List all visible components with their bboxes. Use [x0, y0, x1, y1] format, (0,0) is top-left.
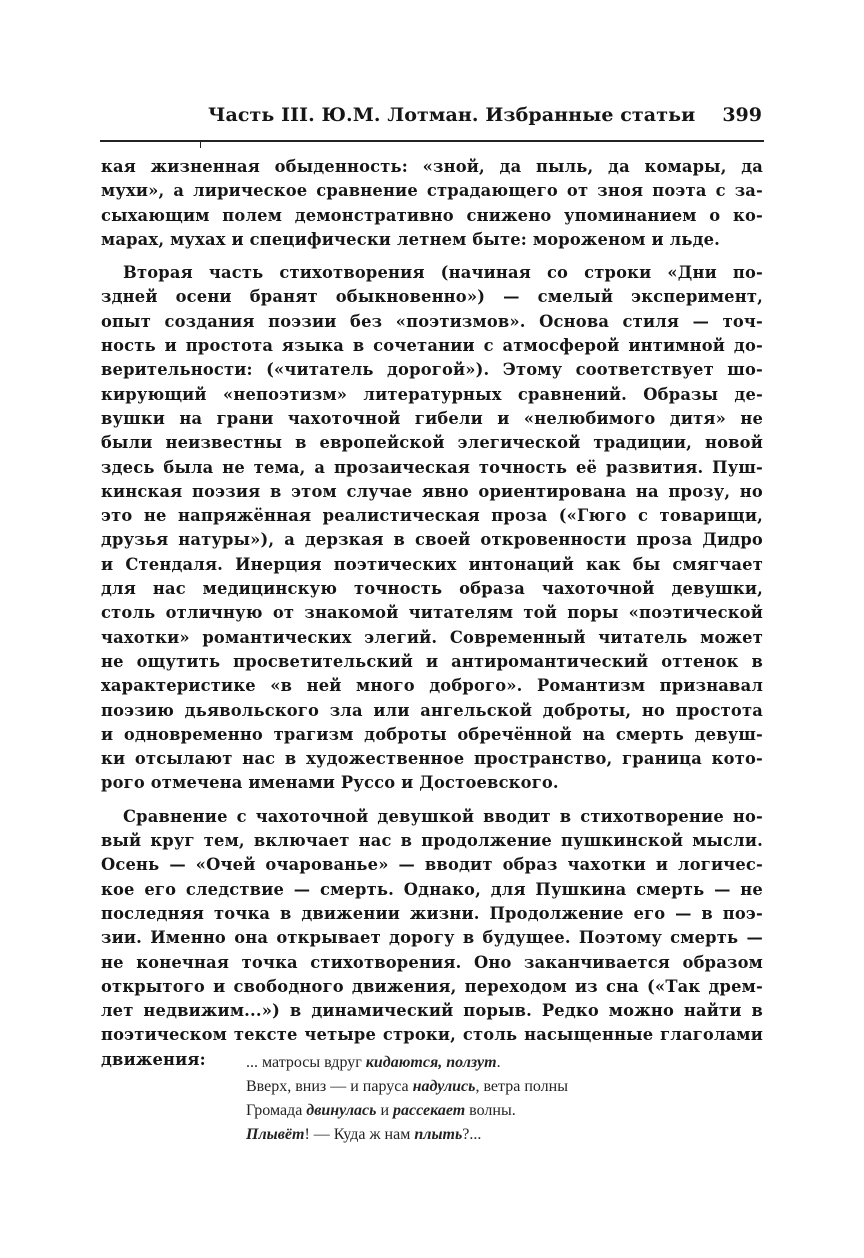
text-line: опыт создания поэзии без «поэтизмов». Основа стиля — точ-: [101, 311, 763, 331]
running-title: Часть III. Ю.М. Лотман. Избранные статьи: [208, 104, 696, 126]
text-line: чахотки» романтических элегий. Современный читатель может: [101, 627, 763, 647]
poem-text: Вверх, вниз — и паруса: [246, 1078, 413, 1095]
poem-text: Громада: [246, 1102, 307, 1119]
emphasized-verb: Плывёт: [246, 1126, 305, 1143]
poem-line: [246, 1123, 746, 1147]
text-line: рого отмечена именами Руссо и Достоевского.: [101, 773, 559, 793]
paragraph: [101, 805, 763, 1072]
emphasized-verb: кидаются, ползут: [365, 1054, 497, 1071]
poem-line: [246, 1075, 746, 1099]
text-line: здней осени бранят обыкновенно») — смелый эксперимент,: [101, 287, 763, 307]
text-line: Сравнение с чахоточной девушкой вводит в стихотворение но-: [123, 806, 763, 826]
page-number: 399: [722, 104, 762, 126]
poem-text: ... матросы вдруг: [246, 1054, 366, 1071]
poem-quote: [246, 1051, 746, 1147]
text-line: это не напряжённая реалистическая проза («Гюго с товарищи,: [101, 506, 763, 526]
poem-text: волны.: [465, 1102, 516, 1119]
text-line: были неизвестны в европейской элегической традиции, новой: [101, 433, 763, 453]
poem-text: .: [496, 1054, 501, 1071]
page-header: [100, 104, 764, 134]
poem-text: ?...: [462, 1126, 482, 1143]
text-line: столь отличную от знакомой читателям той поры «поэтической: [101, 603, 763, 623]
text-line: марах, мухах и специфически летнем быте: мороженом и льде.: [101, 229, 721, 249]
text-line: мухи», а лирическое сравнение страдающего от зноя поэта с за-: [101, 181, 763, 201]
poem-line: [246, 1099, 746, 1123]
text-line: движения:: [101, 1049, 206, 1069]
emphasized-verb: плыть: [414, 1126, 463, 1143]
text-line: здесь была не тема, а прозаическая точность её развития. Пуш-: [101, 457, 763, 477]
text-line: лет недвижим...») в динамический порыв. Редко можно найти в: [101, 1001, 763, 1021]
text-line: поэтическом тексте четыре строки, столь насыщенные глаголами: [101, 1025, 763, 1045]
poem-text: ! — Куда ж нам: [304, 1126, 415, 1143]
poem-line: [246, 1051, 746, 1075]
text-line: поэзию дьявольского зла или ангельской доброты, но простота: [101, 700, 763, 720]
text-line: не ощутить просветительский и антиромантический оттенок в: [101, 651, 763, 671]
text-line: для нас медицинскую точность образа чахоточной девушки,: [101, 579, 763, 599]
text-line: Осень — «Очей очарованье» — вводит образ чахотки и логичес-: [101, 855, 763, 875]
text-line: вый круг тем, включает нас в продолжение пушкинской мысли.: [101, 831, 763, 851]
paragraph: [101, 155, 763, 252]
text-line: друзья натуры»), а дерзкая в своей откровенности проза Дидро: [101, 530, 763, 550]
emphasized-verb: рассекает: [393, 1102, 466, 1119]
text-line: последняя точка в движении жизни. Продолжение его — в поэ-: [101, 903, 763, 923]
text-line: сыхающим полем демонстративно снижено упоминанием о ко-: [101, 205, 763, 225]
text-line: кое его следствие — смерть. Однако, для Пушкина смерть — не: [101, 879, 763, 899]
poem-text: и: [376, 1102, 394, 1119]
emphasized-verb: двинулась: [306, 1102, 377, 1119]
text-line: кирующий «непоэтизм» литературных сравнений. Образы де-: [101, 384, 763, 404]
paragraph: [101, 261, 763, 796]
text-line: не конечная точка стихотворения. Оно заканчивается образом: [101, 952, 763, 972]
text-line: верительности: («читатель дорогой»). Этому соответствует шо-: [101, 360, 763, 380]
header-rule-tick: [200, 140, 201, 148]
text-line: Вторая часть стихотворения (начиная со строки «Дни по-: [123, 263, 763, 283]
text-line: зии. Именно она открывает дорогу в будущее. Поэтому смерть —: [101, 928, 763, 948]
text-line: кинская поэзия в этом случае явно ориентирована на прозу, но: [101, 481, 763, 501]
text-line: вушки на грани чахоточной гибели и «нелюбимого дитя» не: [101, 408, 763, 428]
text-line: открытого и свободного движения, переходом из сна («Так дрем-: [101, 976, 763, 996]
text-line: и Стендаля. Инерция поэтических интонаций как бы смягчает: [101, 554, 763, 574]
emphasized-verb: надулись: [412, 1078, 476, 1095]
body-text: [101, 155, 763, 1072]
text-line: ки отсылают нас в художественное пространство, граница кото-: [101, 749, 763, 769]
text-line: ность и простота языка в сочетании с атмосферой интимной до-: [101, 336, 763, 356]
text-line: и одновременно трагизм доброты обречённой на смерть девуш-: [101, 724, 763, 744]
text-line: кая жизненная обыденность: «зной, да пыль, да комары, да: [101, 157, 763, 176]
poem-text: , ветра полны: [475, 1078, 568, 1095]
text-line: характеристике «в ней много доброго». Романтизм признавал: [101, 676, 763, 696]
